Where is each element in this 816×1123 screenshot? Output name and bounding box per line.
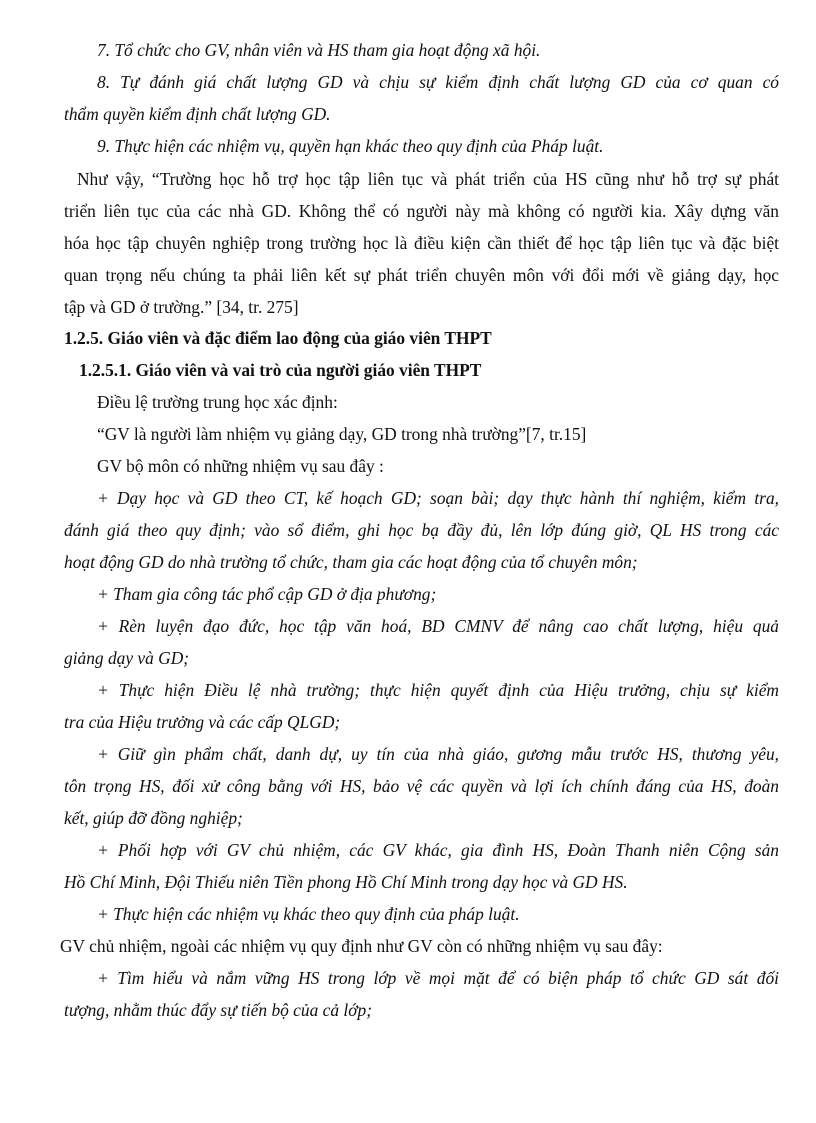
subsection-heading: 1.2.5.1. Giáo viên và vai trò của người giáo viên THPT: [79, 360, 482, 380]
teacher-duty-6-line-2: Hồ Chí Minh, Đội Thiếu niên Tiền phong Hồ Chí Minh trong dạy học và GD HS.: [64, 872, 628, 892]
teacher-duty-5-line-2: tôn trọng HS, đối xử công bằng với HS, bảo vệ các quyền và lợi ích chính đáng của HS, đoàn: [64, 776, 779, 796]
teacher-duty-4-line-1: + Thực hiện Điều lệ nhà trường; thực hiện quyết định của Hiệu trưởng, chịu sự kiểm: [97, 680, 779, 700]
homeroom-duty-1-line-1: + Tìm hiểu và nắm vững HS trong lớp về mọi mặt để có biện pháp tổ chức GD sát đối: [97, 968, 779, 988]
duty-item-8-line-1: 8. Tự đánh giá chất lượng GD và chịu sự kiểm định chất lượng GD của cơ quan có: [97, 72, 779, 92]
section-heading: 1.2.5. Giáo viên và đặc điểm lao động của giáo viên THPT: [64, 328, 492, 348]
teacher-duty-1-line-1: + Dạy học và GD theo CT, kế hoạch GD; soạn bài; dạy thực hành thí nghiệm, kiểm tra,: [97, 488, 779, 508]
quote-paragraph-line-3: hóa học tập chuyên nghiệp trong trường học là điều kiện cần thiết để học tập liên tục và đặc biệt: [64, 233, 779, 253]
teacher-duty-3-line-1: + Rèn luyện đạo đức, học tập văn hoá, BD CMNV để nâng cao chất lượng, hiệu quả: [97, 616, 779, 636]
teacher-duty-6-line-1: + Phối hợp với GV chủ nhiệm, các GV khác, gia đình HS, Đoàn Thanh niên Cộng sản: [97, 840, 779, 860]
duty-item-9: 9. Thực hiện các nhiệm vụ, quyền hạn khác theo quy định của Pháp luật.: [97, 136, 604, 156]
quote-paragraph-line-2: triển liên tục của các nhà GD. Không thể có người này mà không có người kia. Xây dựng văn: [64, 201, 779, 221]
teacher-duty-5-line-3: kết, giúp đỡ đồng nghiệp;: [64, 808, 243, 828]
charter-intro: Điều lệ trường trung học xác định:: [97, 392, 338, 412]
teacher-duty-4-line-2: tra của Hiệu trưởng và các cấp QLGD;: [64, 712, 341, 732]
quote-paragraph-line-5: tập và GD ở trường.” [34, tr. 275]: [64, 297, 299, 317]
teacher-duty-1-line-2: đánh giá theo quy định; vào sổ điểm, ghi học bạ đầy đủ, lên lớp đúng giờ, QL HS trong các: [64, 520, 779, 540]
quote-paragraph-line-4: quan trọng nếu chúng ta phải liên kết sự phát triển chuyên môn với đổi mới về giảng dạy, học: [64, 265, 779, 285]
teacher-duty-2: + Tham gia công tác phổ cập GD ở địa phương;: [97, 584, 437, 604]
teacher-definition-quote: “GV là người làm nhiệm vụ giảng dạy, GD trong nhà trường”[7, tr.15]: [97, 424, 587, 444]
homeroom-teacher-duties-intro: GV chủ nhiệm, ngoài các nhiệm vụ quy định như GV còn có những nhiệm vụ sau đây:: [60, 936, 663, 956]
teacher-duty-5-line-1: + Giữ gìn phẩm chất, danh dự, uy tín của nhà giáo, gương mẫu trước HS, thương yêu,: [97, 744, 779, 764]
teacher-duty-1-line-3: hoạt động GD do nhà trường tổ chức, tham gia các hoạt động của tổ chuyên môn;: [64, 552, 638, 572]
duty-item-8-line-2: thẩm quyền kiểm định chất lượng GD.: [64, 104, 331, 124]
quote-paragraph-line-1: Như vậy, “Trường học hỗ trợ học tập liên tục và phát triển của HS cũng như hỗ trợ sự phát: [77, 169, 779, 189]
homeroom-duty-1-line-2: tượng, nhằm thúc đẩy sự tiến bộ của cả lớp;: [64, 1000, 373, 1020]
duty-item-7: 7. Tổ chức cho GV, nhân viên và HS tham gia hoạt động xã hội.: [97, 40, 541, 60]
subject-teacher-duties-intro: GV bộ môn có những nhiệm vụ sau đây :: [97, 456, 384, 476]
teacher-duty-7: + Thực hiện các nhiệm vụ khác theo quy định của pháp luật.: [97, 904, 520, 924]
teacher-duty-3-line-2: giảng dạy và GD;: [64, 648, 190, 668]
